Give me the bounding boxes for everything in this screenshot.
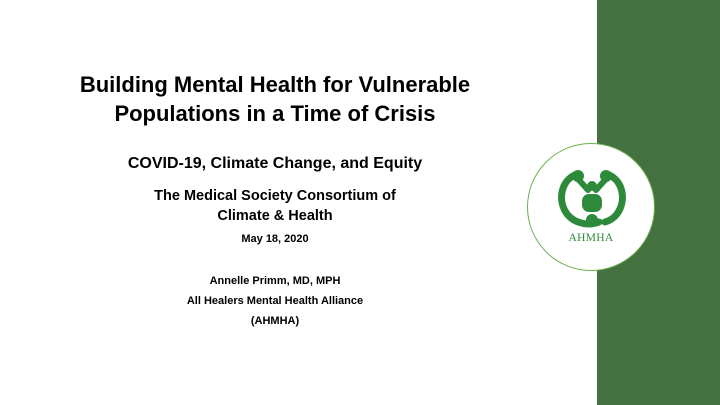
title-line-1: Building Mental Health for Vulnerable [79,72,471,97]
presenter-name: Annelle Primm, MD, MPH [209,275,341,287]
slide-title [40,70,510,128]
ahmha-logo [527,143,655,271]
logo-text: AHMHA [568,232,614,244]
presentation-date: May 18, 2020 [241,233,309,245]
ahmha-people-logo-icon [555,166,629,228]
presenter-organization: All Healers Mental Health Alliance [186,295,364,307]
presenter-organization-abbrev: (AHMHA) [250,315,300,327]
organization-line-2: Climate & Health [217,208,333,224]
title-line-2: Populations in a Time of Crisis [114,101,436,126]
slide-subtitle: COVID-19, Climate Change, and Equity [127,155,423,172]
slide-content [40,70,510,331]
organization [40,186,510,226]
organization-line-1: The Medical Society Consortium of [154,188,396,204]
presenter-block [40,271,510,331]
